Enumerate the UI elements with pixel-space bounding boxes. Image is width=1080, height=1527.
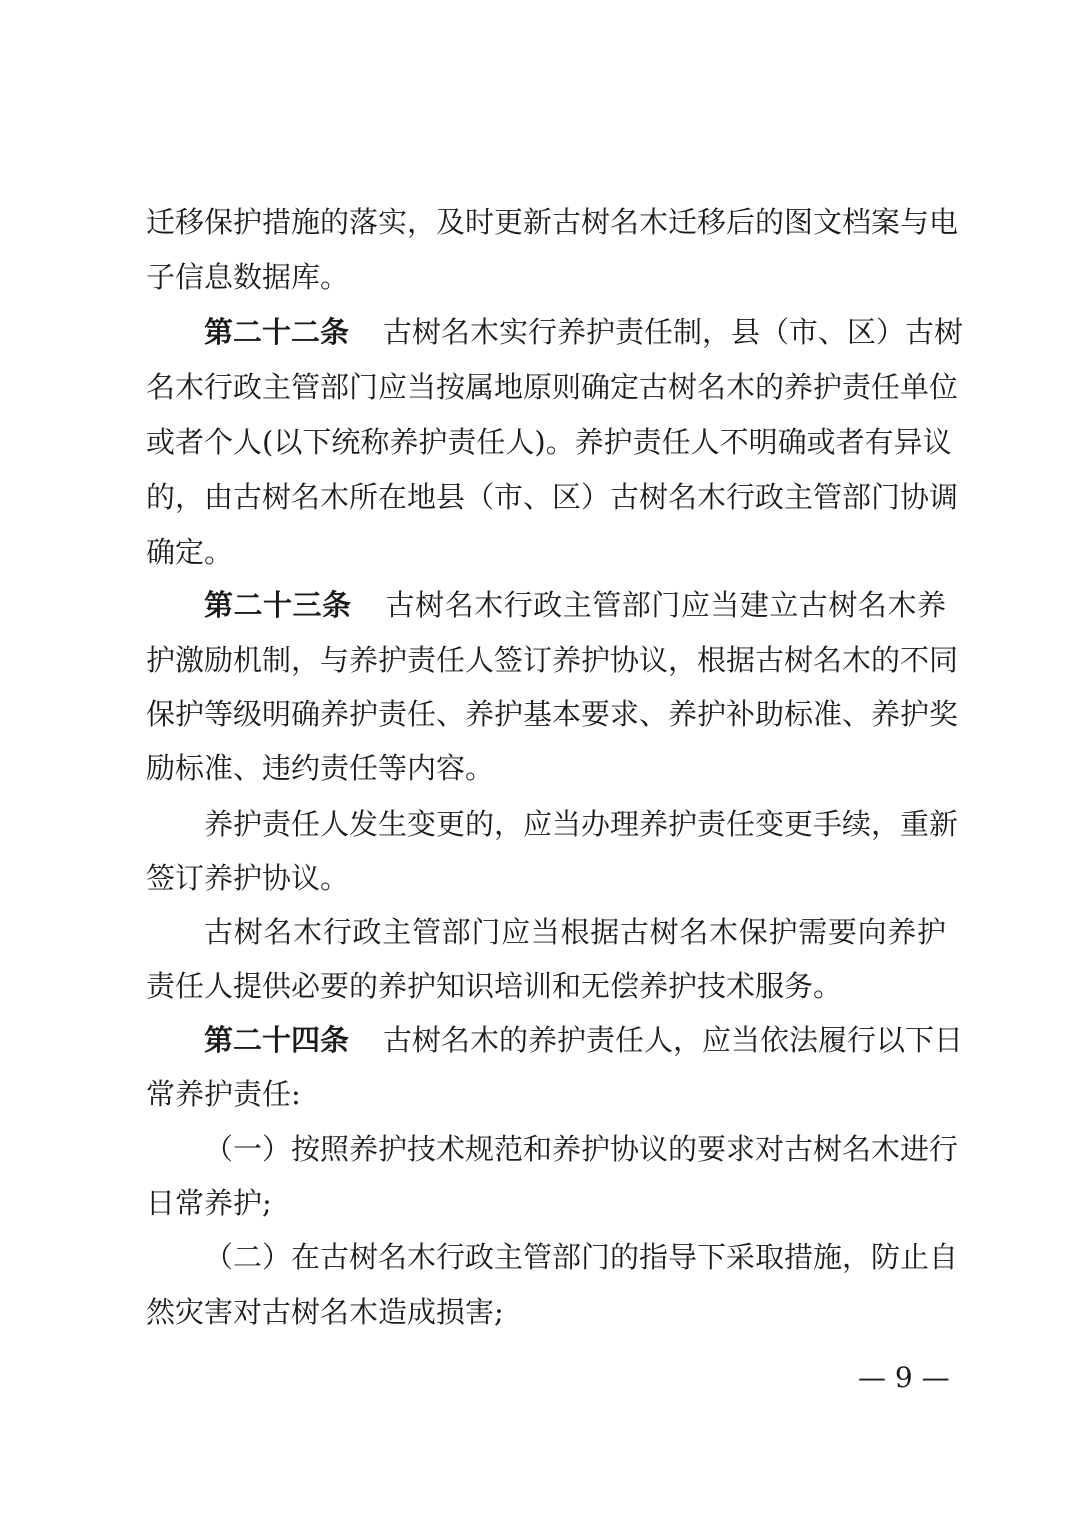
paragraph-line: 签订养护协议。 xyxy=(146,861,350,895)
paragraph-line: 迁移保护措施的落实，及时更新古树名木迁移后的图文档案与电 xyxy=(146,205,959,239)
article-22-heading: 第二十二条 xyxy=(204,315,350,349)
paragraph-line: 保护等级明确养护责任、养护基本要求、养护补助标准、养护奖 xyxy=(146,697,959,731)
paragraph-text: 古树名木实行养护责任制，县（市、区）古树 xyxy=(383,315,964,349)
paragraph-text: 古树名木的养护责任人，应当依法履行以下日 xyxy=(383,1023,964,1057)
paragraph-line: 责任人提供必要的养护知识培训和无偿养护技术服务。 xyxy=(146,969,843,1003)
paragraph-line: 的，由古树名木所在地县（市、区）古树名木行政主管部门协调 xyxy=(146,480,959,514)
paragraph-line: 古树名木行政主管部门应当根据古树名木保护需要向养护 xyxy=(204,915,946,949)
paragraph-line: 子信息数据库。 xyxy=(146,260,350,294)
article-22-first-line xyxy=(204,310,964,354)
paragraph-line: 或者个人(以下统称养护责任人)。养护责任人不明确或者有异议 xyxy=(146,425,952,459)
paragraph-line: 励标准、违约责任等内容。 xyxy=(146,751,495,785)
paragraph-line: 名木行政主管部门应当按属地原则确定古树名木的养护责任单位 xyxy=(146,370,959,404)
list-item-line: 然灾害对古树名木造成损害; xyxy=(146,1295,504,1329)
paragraph-line: 确定。 xyxy=(146,535,234,569)
list-item-line: 日常养护; xyxy=(146,1186,272,1220)
paragraph-line: 常养护责任: xyxy=(146,1077,301,1111)
article-23-heading: 第二十三条 xyxy=(204,588,352,622)
article-24-heading: 第二十四条 xyxy=(204,1023,350,1057)
list-item-line: （二）在古树名木行政主管部门的指导下采取措施，防止自 xyxy=(204,1240,959,1274)
list-item-line: （一）按照养护技术规范和养护协议的要求对古树名木进行 xyxy=(204,1132,959,1166)
paragraph-text: 古树名木行政主管部门应当建立古树名木养 xyxy=(385,588,946,622)
paragraph-line: 护激励机制，与养护责任人签订养护协议，根据古树名木的不同 xyxy=(146,643,959,677)
article-24-first-line xyxy=(204,1018,964,1062)
article-23-first-line xyxy=(204,583,946,627)
paragraph-line: 养护责任人发生变更的，应当办理养护责任变更手续，重新 xyxy=(204,807,959,841)
page-number: — 9 — xyxy=(858,1361,950,1394)
